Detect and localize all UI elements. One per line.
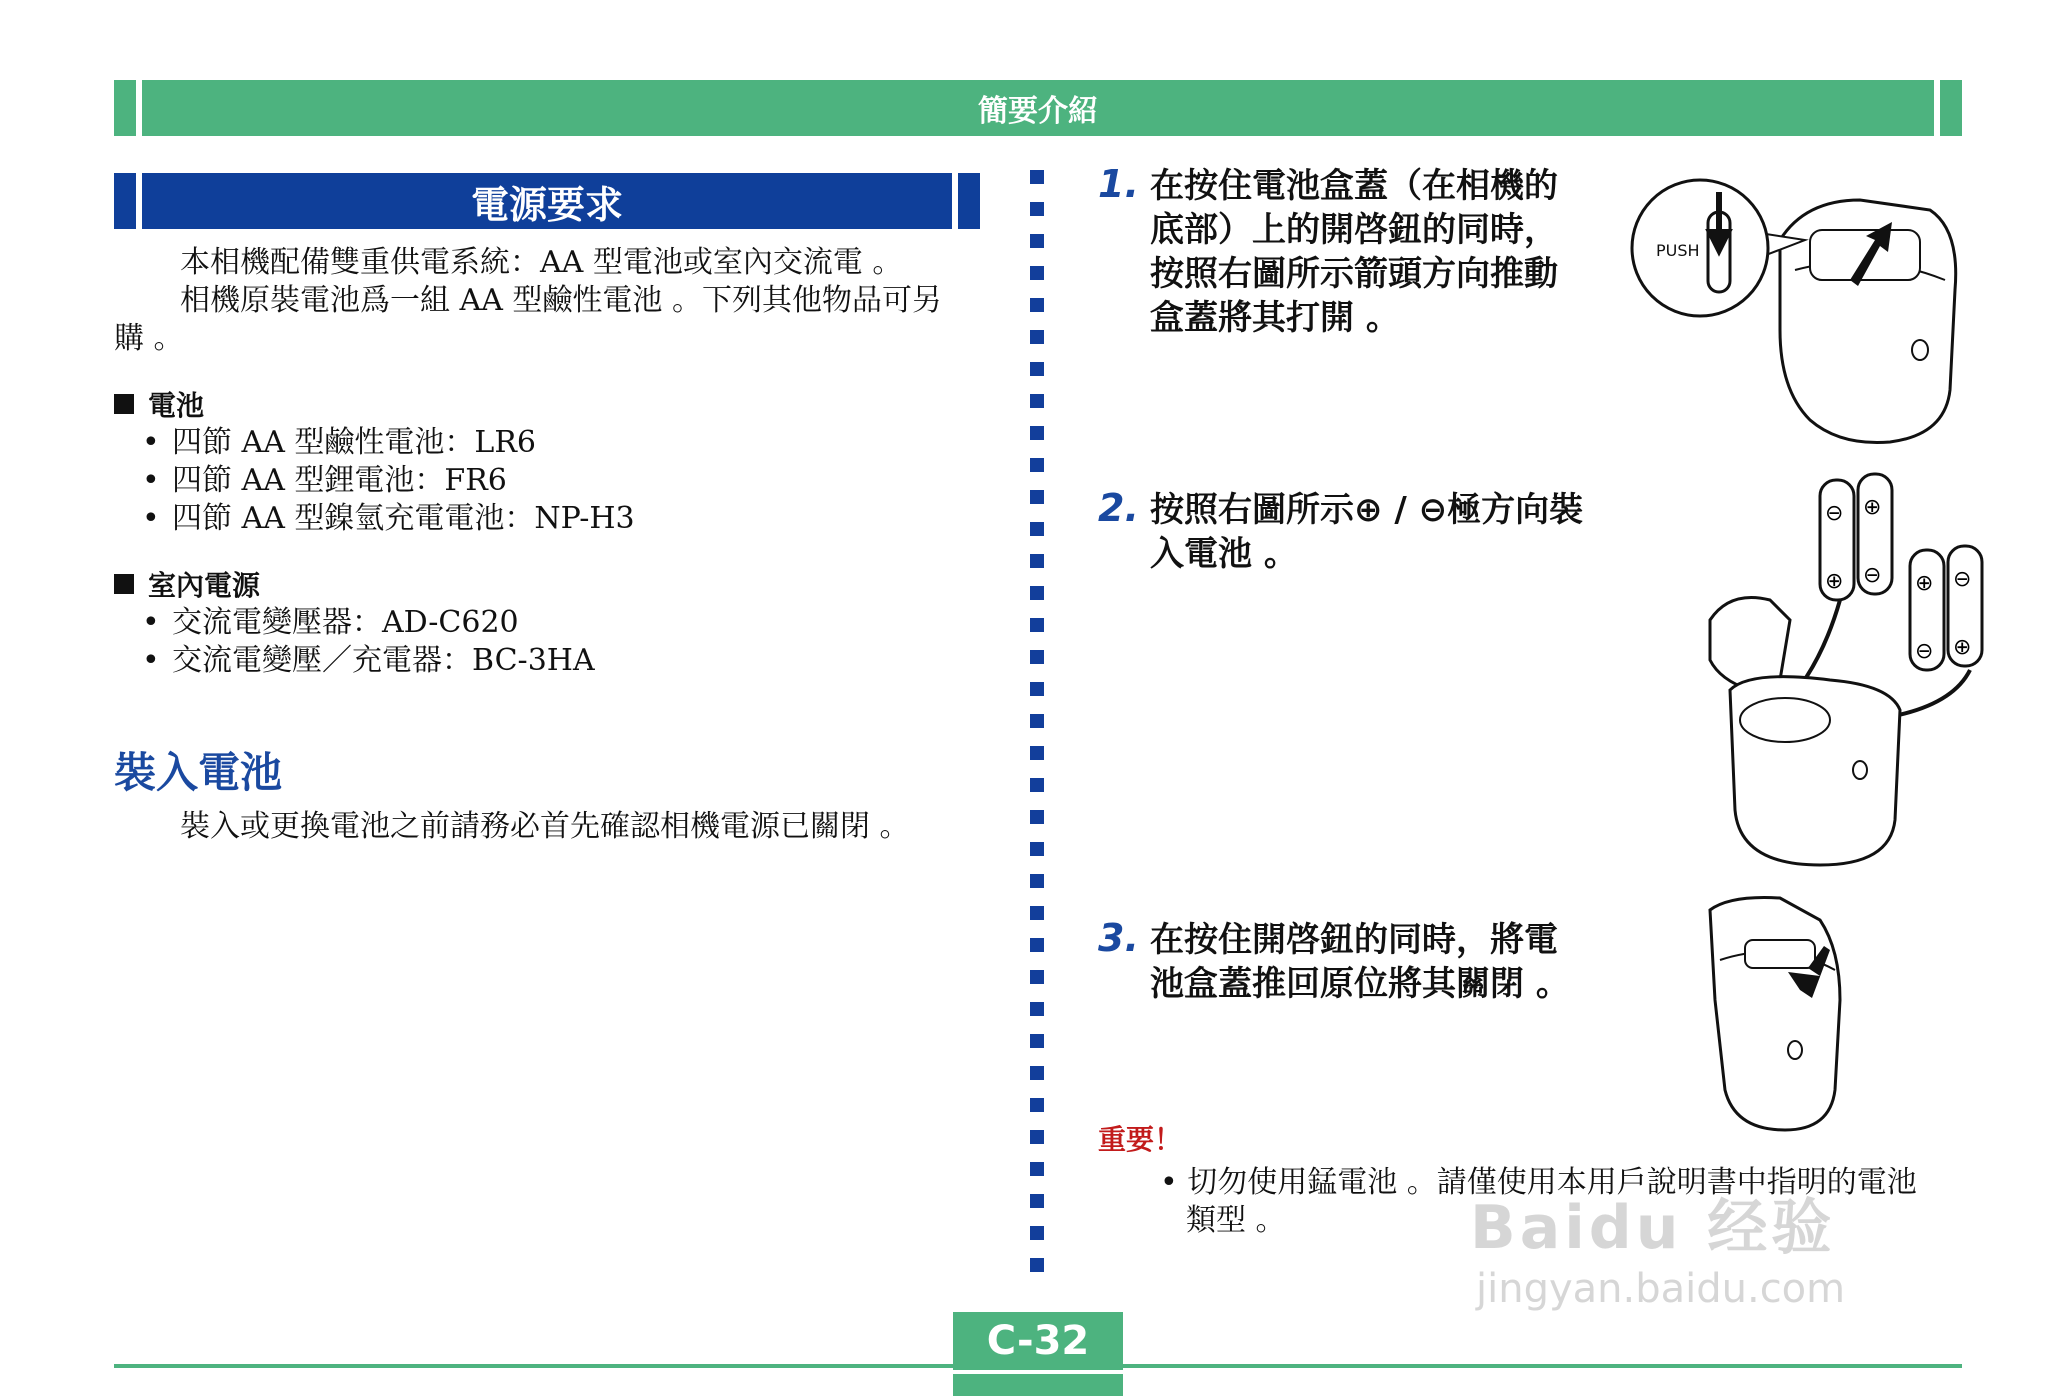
page-number-underline [953,1370,1123,1374]
install-heading: 裝入電池 [114,748,283,797]
battery-compartment [1740,698,1830,742]
square-bullet-icon [114,394,134,414]
power-heading [114,564,260,604]
step-3-line: 在按住開啓鈕的同時，將電 [1150,920,1558,960]
plus-terminal-icon: ⊕ [1953,635,1972,660]
step-1-text [1150,164,1558,340]
step-2-line: 按照右圖所示⊕ / ⊖極方向裝 [1150,490,1584,530]
step-2-text [1150,488,1583,576]
important-line-1: • 切勿使用錳電池 。請僅使用本用戶說明書中指明的電池 [1160,1165,1917,1200]
minus-terminal-icon: ⊖ [1863,563,1882,588]
square-bullet-icon [114,574,134,594]
power-heading-label: 室內電源 [148,569,261,602]
step-1-line: 底部）上的開啓鈕的同時， [1150,210,1558,250]
minus-terminal-icon: ⊖ [1825,501,1844,526]
minus-terminal-icon: ⊖ [1953,567,1972,592]
list-item-text: 四節 AA 型鋰電池：FR6 [172,463,507,498]
step-1-line: 盒蓋將其打開 。 [1150,298,1400,338]
list-item-text: 交流電變壓器：AD-C620 [172,605,519,640]
intro-line-2: 相機原裝電池爲一組 AA 型鹼性電池 。下列其他物品可另 [180,283,942,318]
step-3-line: 池盒蓋推回原位將其關閉 。 [1150,964,1570,1004]
battery-cover [1745,940,1815,968]
camera-body [1710,898,1840,1131]
step-3-number: 3. [1098,916,1139,960]
magnified-view [1632,180,1768,316]
column-divider [1030,170,1044,1290]
list-item-text: 四節 AA 型鹼性電池：LR6 [172,425,536,460]
plus-terminal-icon: ⊕ [1863,495,1882,520]
list-item-text: 交流電變壓／充電器：BC-3HA [172,643,595,678]
list-item-text: 四節 AA 型鎳氫充電電池：NP-H3 [172,501,635,536]
step-2-line: 入電池 。 [1150,534,1298,574]
intro-line-1: 本相機配備雙重供電系統：AA 型電池或室內交流電 。 [180,245,903,280]
intro-line-3: 購 。 [114,321,184,356]
list-item: • 交流電變壓器：AD-C620 [142,605,519,640]
battery-heading-label: 電池 [148,389,205,422]
header-title: 簡要介紹 [142,80,1934,136]
step-3-text [1150,918,1570,1006]
step-2-number: 2. [1098,486,1139,530]
list-item: • 四節 AA 型鋰電池：FR6 [142,463,507,498]
section-title: 電源要求 [142,173,952,229]
list-item: • 交流電變壓／充電器：BC-3HA [142,643,595,678]
section-bar-left-cap [114,173,136,229]
page-number: C-32 [986,1318,1090,1364]
watermark-url: jingyan.baidu.com [1476,1266,1846,1312]
header-bar-right-cap [1940,80,1962,136]
minus-terminal-icon: ⊖ [1915,639,1934,664]
list-item: • 四節 AA 型鎳氫充電電池：NP-H3 [142,501,635,536]
watermark-logo: Baidu 经验 [1470,1193,1836,1263]
important-label: 重要！ [1098,1123,1183,1156]
install-text: 裝入或更換電池之前請務必首先確認相機電源已關閉 。 [180,809,910,844]
section-bar-right-cap [958,173,980,229]
battery-heading [114,384,204,424]
insert-batteries-illustration [1690,470,1990,870]
list-item: • 四節 AA 型鹼性電池：LR6 [142,425,536,460]
step-1-number: 1. [1098,162,1139,206]
header-bar-left-cap [114,80,136,136]
important-line-2: 類型 。 [1186,1203,1286,1238]
open-cover-illustration [1630,170,1970,450]
step-1-line: 在按住電池盒蓋（在相機的 [1150,166,1558,206]
plus-terminal-icon: ⊕ [1915,571,1934,596]
step-1-line: 按照右圖所示箭頭方向推動 [1150,254,1558,294]
push-label: PUSH [1656,241,1700,260]
plus-terminal-icon: ⊕ [1825,569,1844,594]
close-cover-illustration [1690,890,1890,1140]
